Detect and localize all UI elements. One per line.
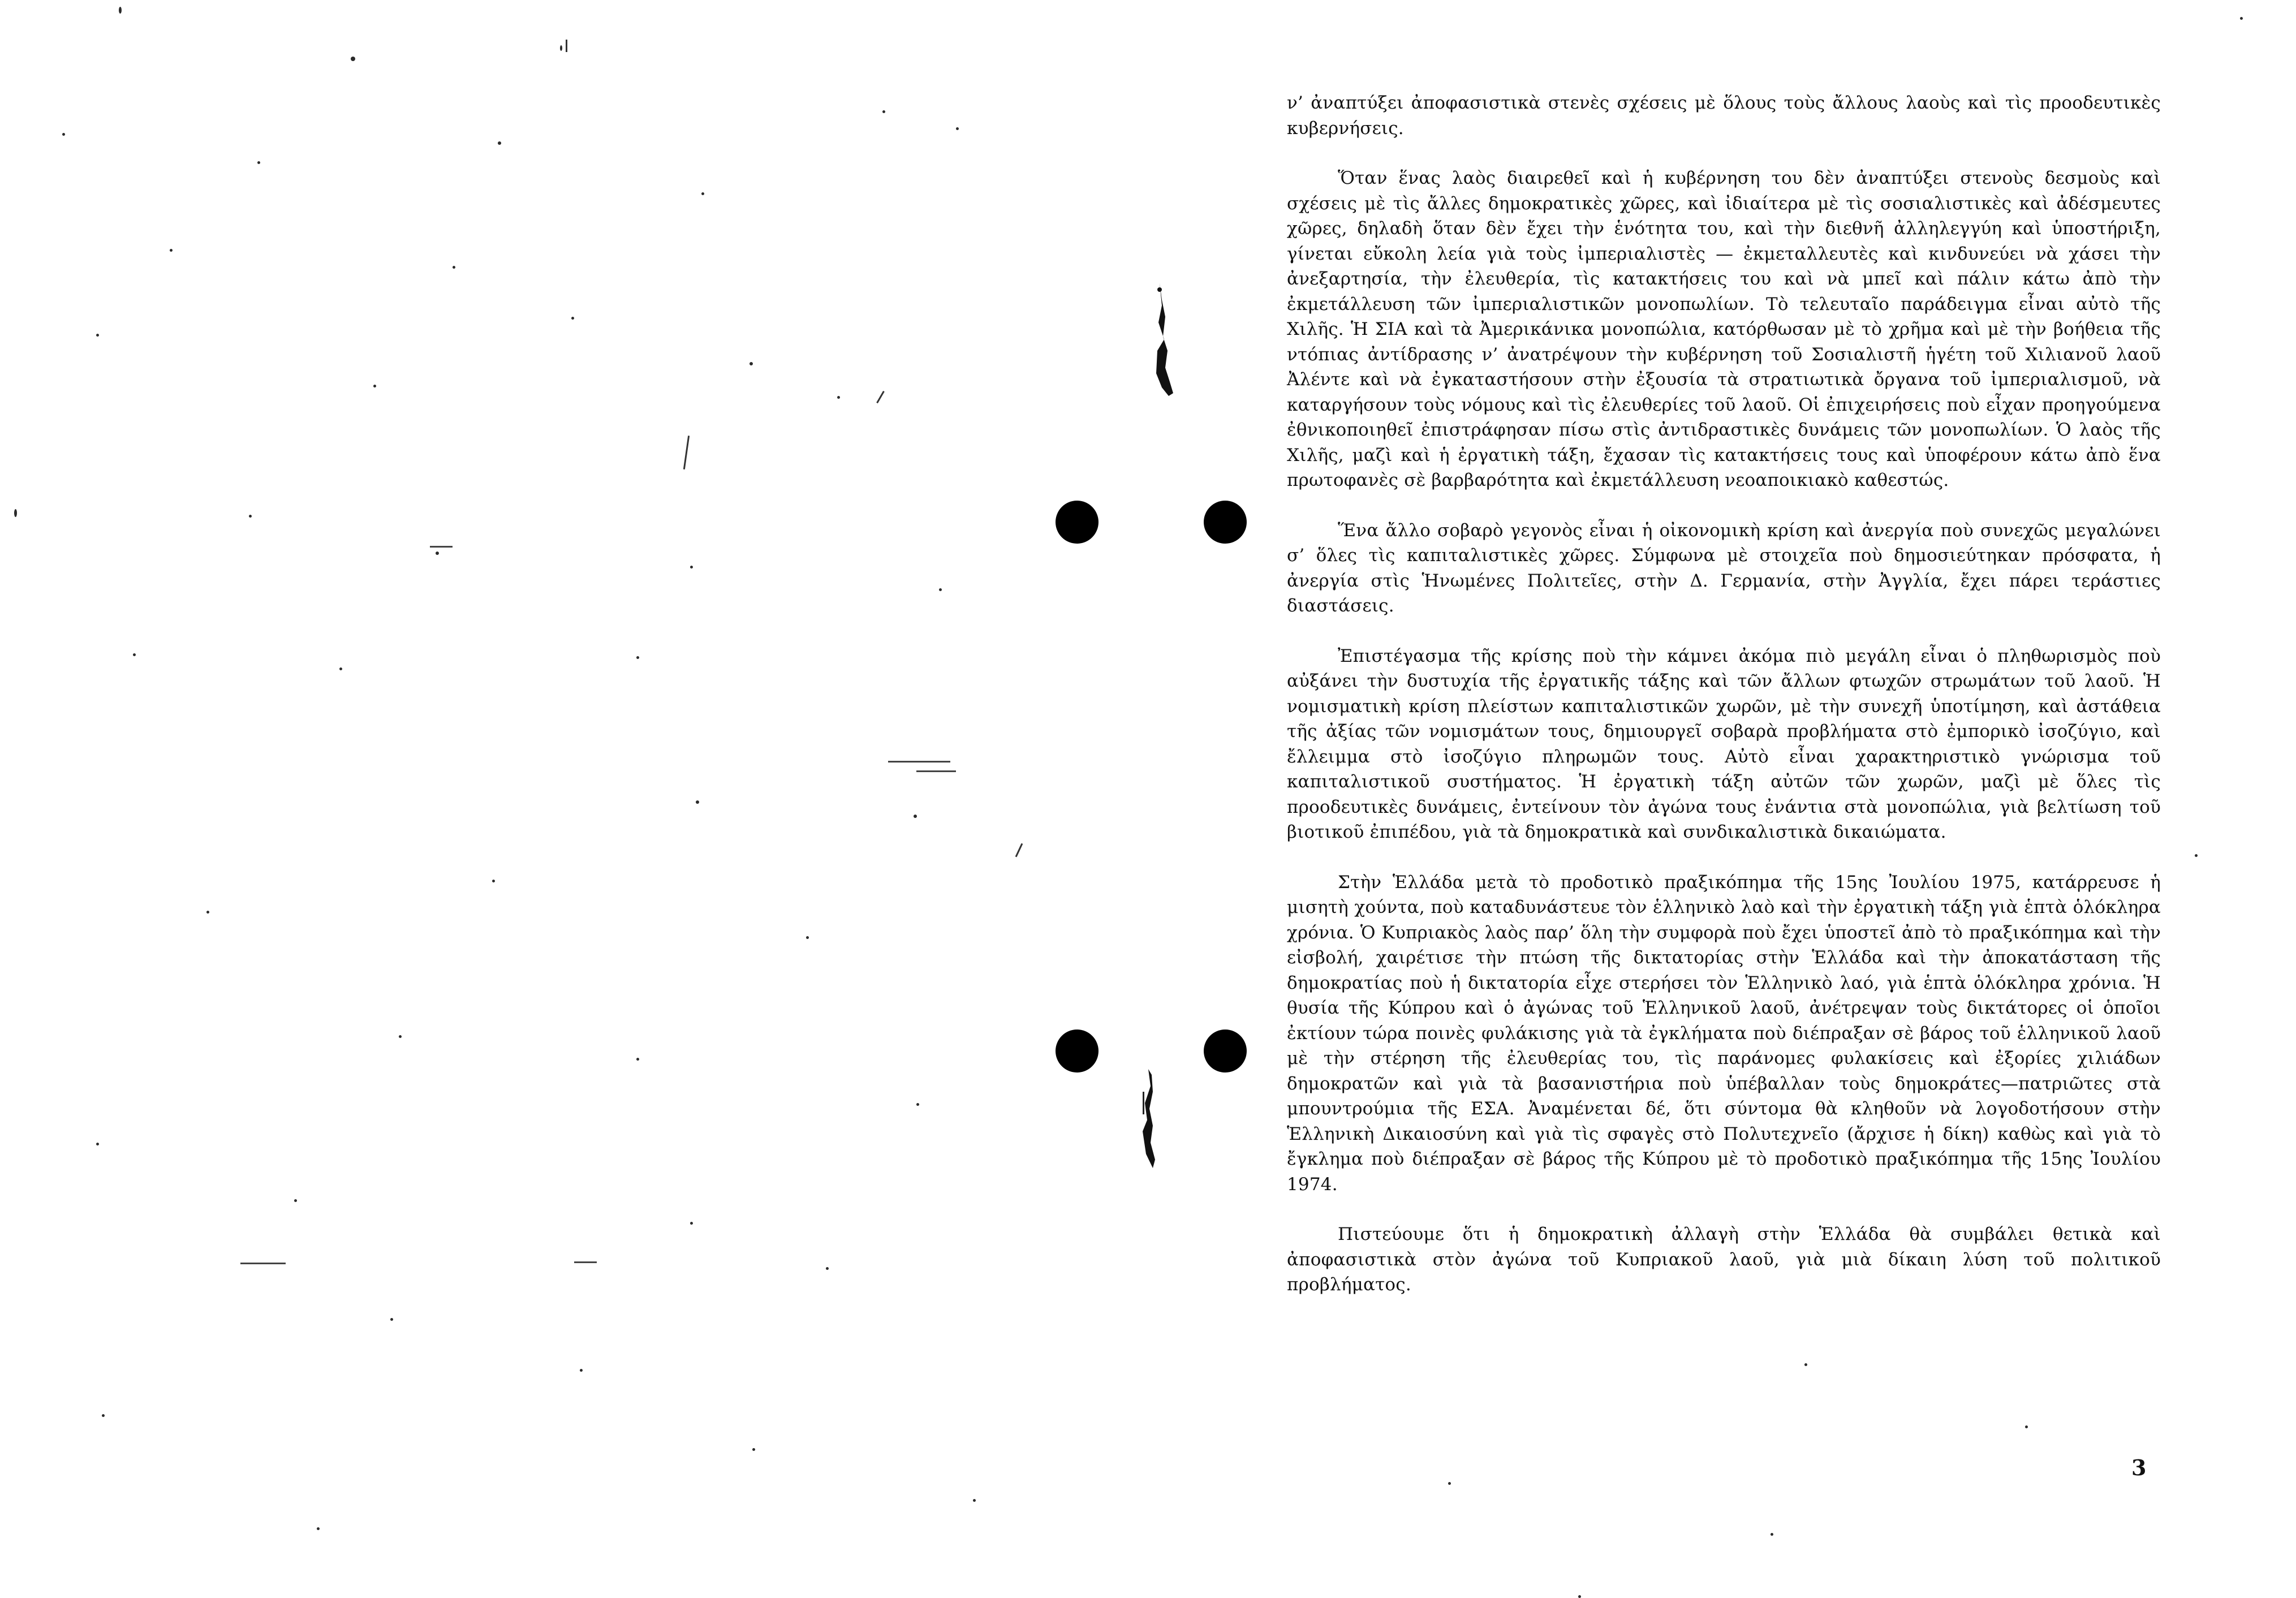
scan-stroke bbox=[566, 40, 567, 52]
scan-speck bbox=[498, 141, 501, 145]
scan-speck bbox=[580, 1369, 583, 1372]
scan-speck bbox=[2240, 17, 2243, 20]
paragraph: Πιστεύουμε ὅτι ἡ δημοκρατικὴ ἀλλαγὴ στὴν Ἑλλάδα θὰ συμβάλει θετικὰ καὶ ἀποφασιστικὰ στὸν ἀγώνα τοῦ Κυπριακοῦ λαοῦ, γιὰ μιὰ δίκαιη λύση τοῦ πολιτικοῦ προβλήματος. bbox=[1287, 1224, 2161, 1295]
paragraph: Ἐπιστέγασμα τῆς κρίσης ποὺ τὴν κάμνει ἀκόμα πιὸ μεγάλη εἶναι ὁ πληθωρισμὸς ποὺ αὐξάνει τὴν δυστυχία τῆς ἐργατικῆς τάξης καὶ τῶν ἄλλων φτωχῶν στρωμάτων τοῦ λαοῦ. Ἡ νομισματικὴ κρίση πλείστων καπιταλιστικῶν χωρῶν, μὲ τὴν συνεχῆ ὑποτίμηση, καὶ ἀστάθεια τῆς ἀξίας τῶν νομισμάτων τους, δημιουργεῖ σοβαρὰ προβλήματα στὸ ἐμπορικὸ ἰσοζύγιο, καὶ ἔλλειμμα στὸ ἰσοζύγιο πληρωμῶν τους. Αὐτὸ εἶναι χαρακτηριστικὸ γνώρισμα τοῦ καπιταλιστικοῦ συστήματος. Ἡ ἐργατικὴ τάξη αὐτῶν τῶν χωρῶν, μαζὶ μὲ ὅλες τὶς προοδευτικὲς δυνάμεις, ἐντείνουν τὸν ἀγώνα τους ἐνάντια στὰ μονοπώλια, γιὰ βελτίωση τοῦ βιοτικοῦ ἐπιπέδου, γιὰ τὰ δημοκρατικὰ καὶ συνδικαλιστικὰ δικαιώματα. bbox=[1287, 645, 2161, 842]
scan-speck bbox=[390, 1318, 393, 1321]
paragraph: ν’ ἀναπτύξει ἀποφασιστικὰ στενὲς σχέσεις μὲ ὅλους τοὺς ἄλλους λαοὺς καὶ τὶς προοδευτικὲς κυβερνήσεις. bbox=[1287, 93, 2161, 139]
scan-speck bbox=[102, 1414, 105, 1417]
scan-speck bbox=[749, 362, 753, 365]
scan-speck bbox=[914, 815, 917, 818]
scan-speck bbox=[96, 1143, 99, 1145]
scan-dash bbox=[574, 1261, 597, 1263]
scan-speck bbox=[170, 249, 173, 252]
scan-speck bbox=[62, 133, 65, 136]
scan-dash bbox=[916, 770, 956, 772]
scan-speck bbox=[939, 588, 942, 591]
page-number: 3 bbox=[2131, 1455, 2147, 1480]
scan-speck bbox=[826, 1267, 829, 1270]
scan-speck bbox=[636, 656, 639, 659]
scan-speck bbox=[636, 1058, 639, 1061]
scan-speck bbox=[249, 515, 252, 518]
scan-speck bbox=[571, 317, 574, 320]
paragraph: Στὴν Ἑλλάδα μετὰ τὸ προδοτικὸ πραξικόπημα τῆς 15ης Ἰουλίου 1975, κατάρρευσε ἡ μισητὴ χούντα, ποὺ καταδυνάστευε τὸν ἑλληνικὸ λαὸ καὶ τὴν ἐργατικὴ τάξη γιὰ ἑπτὰ ὁλόκληρα χρόνια. Ὁ Κυπριακὸς λαὸς παρ’ ὅλη τὴν συμφορὰ ποὺ ἔχει ὑποστεῖ ἀπὸ τὸ πραξικόπημα καὶ τὴν εἰσβολή, χαιρέτισε τὴν πτώση τῆς δικτατορίας στὴν Ἑλλάδα καὶ τὴν ἀποκατάσταση τῆς δημοκρατίας ποὺ ἡ δικτατορία εἶχε στερήσει τὸν Ἑλληνικὸ λαό, γιὰ ἑπτὰ ὁλόκληρα χρόνια. Ἡ θυσία τῆς Κύπρου καὶ ὁ ἀγώνας τοῦ Ἑλληνικοῦ λαοῦ, ἀνέτρεψαν τοὺς δικτάτορες οἱ ὁποῖοι ἐκτίουν τώρα ποινὲς φυλάκισης γιὰ τὰ ἐγκλήματα ποὺ διέπραξαν σὲ βάρος τοῦ ἑλληνικοῦ λαοῦ μὲ τὴν στέρηση τῆς ἐλευθερίας του, τὶς παράνομες φυλακίσεις καὶ ἐξορίες χιλιάδων δημοκρατῶν καὶ γιὰ τὰ βασανιστήρια ποὺ ὑπέβαλλαν τοὺς δημοκράτες—πατριῶτες στὰ μπουντρούμια τῆς ΕΣΑ. Ἀναμένεται δέ, ὅτι σύντομα θὰ κληθοῦν νὰ λογοδοτήσουν στὴν Ἑλληνικὴ Δικαιοσύνη καὶ γιὰ τὶς σφαγὲς στὸ Πολυτεχνεῖο (ἄρχισε ἡ δίκη) καθὼς καὶ γιὰ τὸ ἔγκλημα ποὺ διέπραξαν σὲ βάρος τῆς Κύπρου μὲ τὸ προδοτικὸ πραξικόπημα τῆς 15ης Ἰουλίου 1974. bbox=[1287, 872, 2161, 1195]
scan-speck bbox=[492, 880, 495, 882]
scan-speck bbox=[690, 1222, 693, 1225]
punch-hole-top-left bbox=[1056, 501, 1099, 544]
scan-speck bbox=[14, 509, 17, 517]
binding-ink-blot-upper bbox=[1143, 283, 1182, 402]
scan-speck bbox=[752, 1448, 755, 1451]
punch-hole-bottom-right bbox=[1204, 1030, 1247, 1072]
scan-speck bbox=[1804, 1363, 1807, 1366]
scan-speck bbox=[806, 936, 809, 939]
scan-speck bbox=[560, 45, 562, 51]
scan-speck bbox=[351, 57, 355, 61]
scan-speck bbox=[690, 566, 693, 568]
scan-speck bbox=[373, 385, 376, 387]
scan-stroke bbox=[683, 436, 690, 470]
scan-speck bbox=[916, 1103, 919, 1106]
scan-speck bbox=[119, 7, 122, 14]
scan-speck bbox=[956, 127, 959, 130]
scan-speck bbox=[339, 667, 342, 670]
scan-speck bbox=[257, 161, 260, 164]
scan-dash bbox=[888, 761, 950, 763]
scan-speck bbox=[2195, 854, 2198, 857]
scan-speck bbox=[696, 800, 699, 804]
scan-speck bbox=[701, 192, 704, 195]
scan-speck bbox=[453, 266, 455, 269]
scan-speck bbox=[436, 552, 439, 555]
scan-speck bbox=[317, 1527, 320, 1530]
paragraph: Ὅταν ἕνας λαὸς διαιρεθεῖ καὶ ἡ κυβέρνηση του δὲν ἀναπτύξει στενοὺς δεσμοὺς καὶ σχέσεις μὲ τὶς ἄλλες δημοκρατικὲς χῶρες, καὶ ἰδιαίτερα μὲ τὶς σοσιαλιστικὲς καὶ ἀδέσμευτες χῶρες, δηλαδὴ ὅταν δὲν ἔχει τὴν ἑνότητα του, καὶ τὴν διεθνῆ ἀλληλεγγύη καὶ ὑποστήριξη, γίνεται εὔκολη λεία γιὰ τοὺς ἰμπεριαλιστὲς — ἐκμεταλλευτὲς καὶ κινδυνεύει νὰ χάσει τὴν ἀνεξαρτησία, τὴν ἐλευθερία, τὶς κατακτήσεις του καὶ νὰ μπεῖ καὶ πάλιν κάτω ἀπὸ τὴν ἐκμετάλλευση τῶν ἰμπεριαλιστικῶν μονοπωλίων. Τὸ τελευταῖο παράδειγμα εἶναι αὐτὸ τῆς Χιλῆς. Ἡ ΣΙΑ καὶ τὰ Ἀμερικάνικα μονοπώλια, κατόρθωσαν μὲ τὸ χρῆμα καὶ μὲ τὴν βοήθεια τῆς ντόπιας ἀντίδρασης ν’ ἀνατρέψουν τὴν κυβέρνηση τοῦ Σοσιαλιστῆ ἡγέτη τοῦ Χιλιανοῦ λαοῦ Ἀλέντε καὶ νὰ ἐγκαταστήσουν στὴν ἐξουσία τὰ στρατιωτικὰ ὄργανα τοῦ ἰμπεριαλισμοῦ, νὰ καταργήσουν τοὺς νόμους καὶ τὶς ἐλευθερίες τοῦ λαοῦ. Οἱ ἐπιχειρήσεις ποὺ εἶχαν προηγούμενα ἐθνικοποιηθεῖ ἐπιστράφησαν πίσω στὶς ἀντιδραστικὲς δυνάμεις τῶν μονοπωλίων. Ὁ λαὸς τῆς Χιλῆς, μαζὶ καὶ ἡ ἐργατικὴ τάξη, ἔχασαν τὶς κατακτήσεις τους καὶ ὑποφέρουν κάτω ἀπὸ ἕνα πρωτοφανὲς σὲ βαρβαρότητα καὶ ἐκμετάλλευση νεοαποικιακὸ καθεστώς. bbox=[1287, 168, 2161, 490]
text-column bbox=[1287, 91, 2161, 1298]
scan-speck bbox=[399, 1035, 402, 1038]
scan-dash bbox=[430, 546, 453, 548]
punch-hole-top-right bbox=[1204, 501, 1247, 544]
binding-ink-blot-lower bbox=[1132, 1069, 1166, 1177]
scan-speck bbox=[206, 911, 209, 914]
paragraph: Ἕνα ἄλλο σοβαρὸ γεγονὸς εἶναι ἡ οἰκονομικὴ κρίση καὶ ἀνεργία ποὺ συνεχῶς μεγαλώνει σ’ ὅλες τὶς καπιταλιστικὲς χῶρες. Σύμφωνα μὲ στοιχεῖα ποὺ δημοσιεύτηκαν πρόσφατα, ἡ ἀνεργία στὶς Ἡνωμένες Πολιτεῖες, στὴν Δ. Γερμανία, στὴν Ἀγγλία, ἔχει πάρει τεράστιες διαστάσεις. bbox=[1287, 520, 2161, 616]
scan-speck bbox=[133, 653, 136, 656]
scan-stroke bbox=[1015, 843, 1023, 858]
scan-speck bbox=[973, 1499, 976, 1502]
scan-speck bbox=[1578, 1595, 1581, 1598]
scan-speck bbox=[882, 110, 885, 113]
scan-dash bbox=[240, 1263, 286, 1264]
scan-speck bbox=[294, 1199, 297, 1202]
scan-speck bbox=[96, 334, 99, 337]
scan-speck bbox=[1448, 1482, 1451, 1485]
scan-stroke bbox=[876, 391, 885, 403]
scan-speck bbox=[837, 396, 840, 399]
scan-speck bbox=[2025, 1425, 2028, 1428]
punch-hole-bottom-left bbox=[1056, 1030, 1099, 1072]
scan-speck bbox=[1771, 1533, 1773, 1536]
